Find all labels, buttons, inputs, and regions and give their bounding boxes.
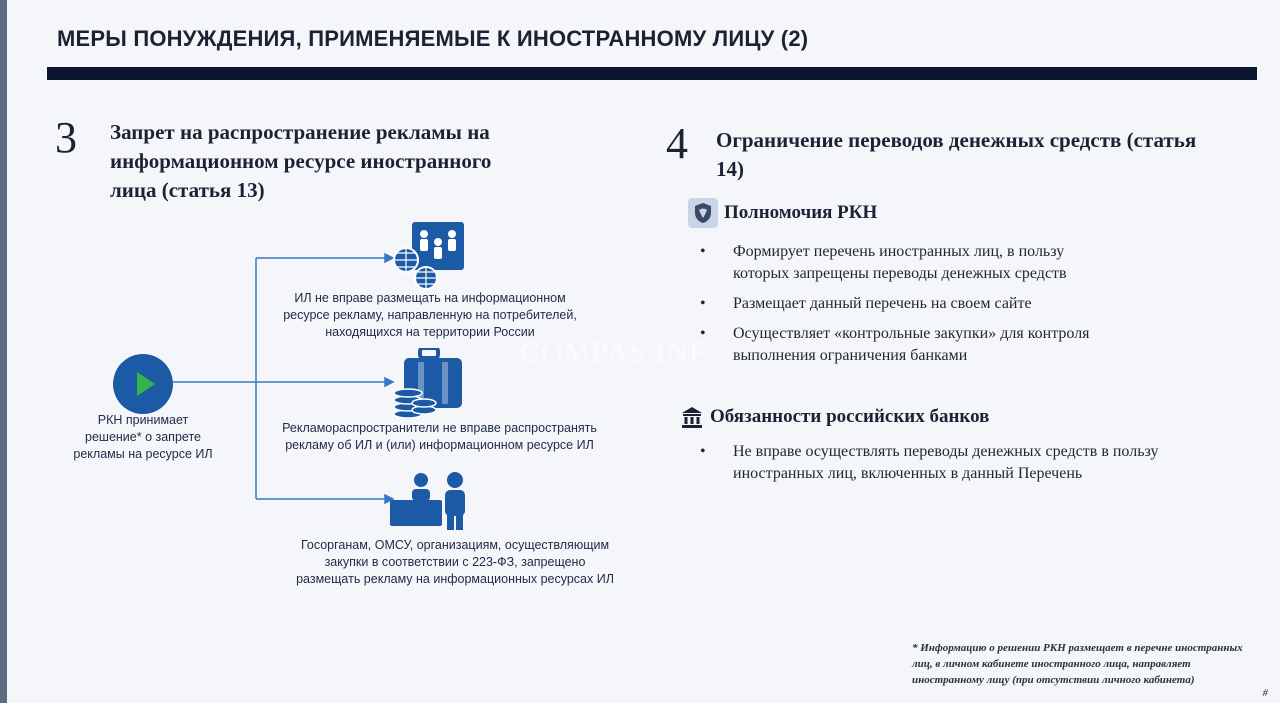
list-item — [688, 241, 1208, 285]
start-step-line: РКН принимает — [97, 413, 189, 427]
section-4-title — [716, 126, 1196, 184]
section-4-title-line: Ограничение переводов денежных средств (статья — [716, 128, 1197, 152]
list-item-line: выполнения ограничения банками — [733, 347, 968, 364]
section-4-number: 4 — [666, 119, 688, 168]
list-item-line: • Формирует перечень иностранных лиц, в пользу — [733, 243, 1065, 260]
list-item-line: • Не вправе осуществлять переводы денежных средств в пользу — [733, 443, 1159, 460]
list-item — [688, 441, 1248, 485]
list-item-line: • Осуществляет «контрольные закупки» для контроля — [733, 325, 1090, 342]
list-item — [688, 323, 1208, 367]
branch-1-line: находящихся на территории России — [325, 325, 535, 339]
banks-heading-label: Обязанности российских банков — [710, 406, 990, 427]
section-3-title-line: лица (статья 13) — [110, 178, 265, 202]
rkn-heading-label: Полномочия РКН — [724, 202, 878, 223]
list-item-line: иностранных лиц, включенных в данный Перечень — [733, 465, 1083, 482]
section-3-title-line: информационном ресурсе иностранного — [110, 149, 492, 173]
branch-3-line: закупки в соответствии с 223-ФЗ, запрещено — [324, 555, 586, 569]
luggage-coins-icon — [392, 348, 464, 418]
page-mark: # — [1262, 687, 1268, 699]
start-step-line: рекламы на ресурсе ИЛ — [73, 447, 213, 461]
office-desk-icon — [390, 470, 470, 530]
play-icon — [113, 354, 173, 414]
branch-2-line: Рекламораспространители не вправе распространять — [282, 421, 597, 435]
start-step-line: решение* о запрете — [85, 430, 201, 444]
list-item-line: • Размещает данный перечень на своем сайте — [733, 295, 1032, 312]
rkn-list — [688, 241, 1208, 375]
branch-1-line: ИЛ не вправе размещать на информационном — [294, 291, 566, 305]
page-title: МЕРЫ ПОНУЖДЕНИЯ, ПРИМЕНЯЕМЫЕ К ИНОСТРАННОМУ ЛИЦУ (2) — [57, 26, 809, 51]
bank-building-icon — [680, 405, 704, 429]
start-step-text — [55, 412, 231, 463]
footnote: * Информацию о решении РКН размещает в перечне иностранных лиц, в личном кабинете иностранного лица, направляет иностранному лицу (при отсутствии личного кабинета) — [912, 642, 1243, 686]
rkn-heading — [688, 198, 877, 228]
banks-heading — [680, 405, 989, 429]
people-globe-icon — [392, 222, 466, 290]
branch-3-text — [270, 537, 640, 588]
branch-1-text — [280, 290, 580, 341]
list-item-line: которых запрещены переводы денежных средств — [733, 265, 1067, 282]
branch-2-line: рекламу об ИЛ и (или) информационном ресурсе ИЛ — [285, 438, 594, 452]
section-3-number: 3 — [55, 113, 77, 162]
section-3-title-line: Запрет на распространение рекламы на — [110, 120, 490, 144]
list-item — [688, 293, 1208, 315]
branch-3-line: Госорганам, ОМСУ, организациям, осуществляющим — [300, 538, 610, 552]
watermark: COMPAS.INF — [520, 336, 707, 369]
branch-1-line: ресурсе рекламу, направленную на потребителей, — [283, 308, 577, 322]
rkn-emblem-icon — [688, 198, 718, 228]
banks-list — [688, 441, 1248, 493]
branch-3-line: размещать рекламу на информационных ресурсах ИЛ — [296, 572, 614, 586]
branch-2-text — [272, 420, 607, 454]
section-4-title-line: 14) — [716, 157, 744, 181]
